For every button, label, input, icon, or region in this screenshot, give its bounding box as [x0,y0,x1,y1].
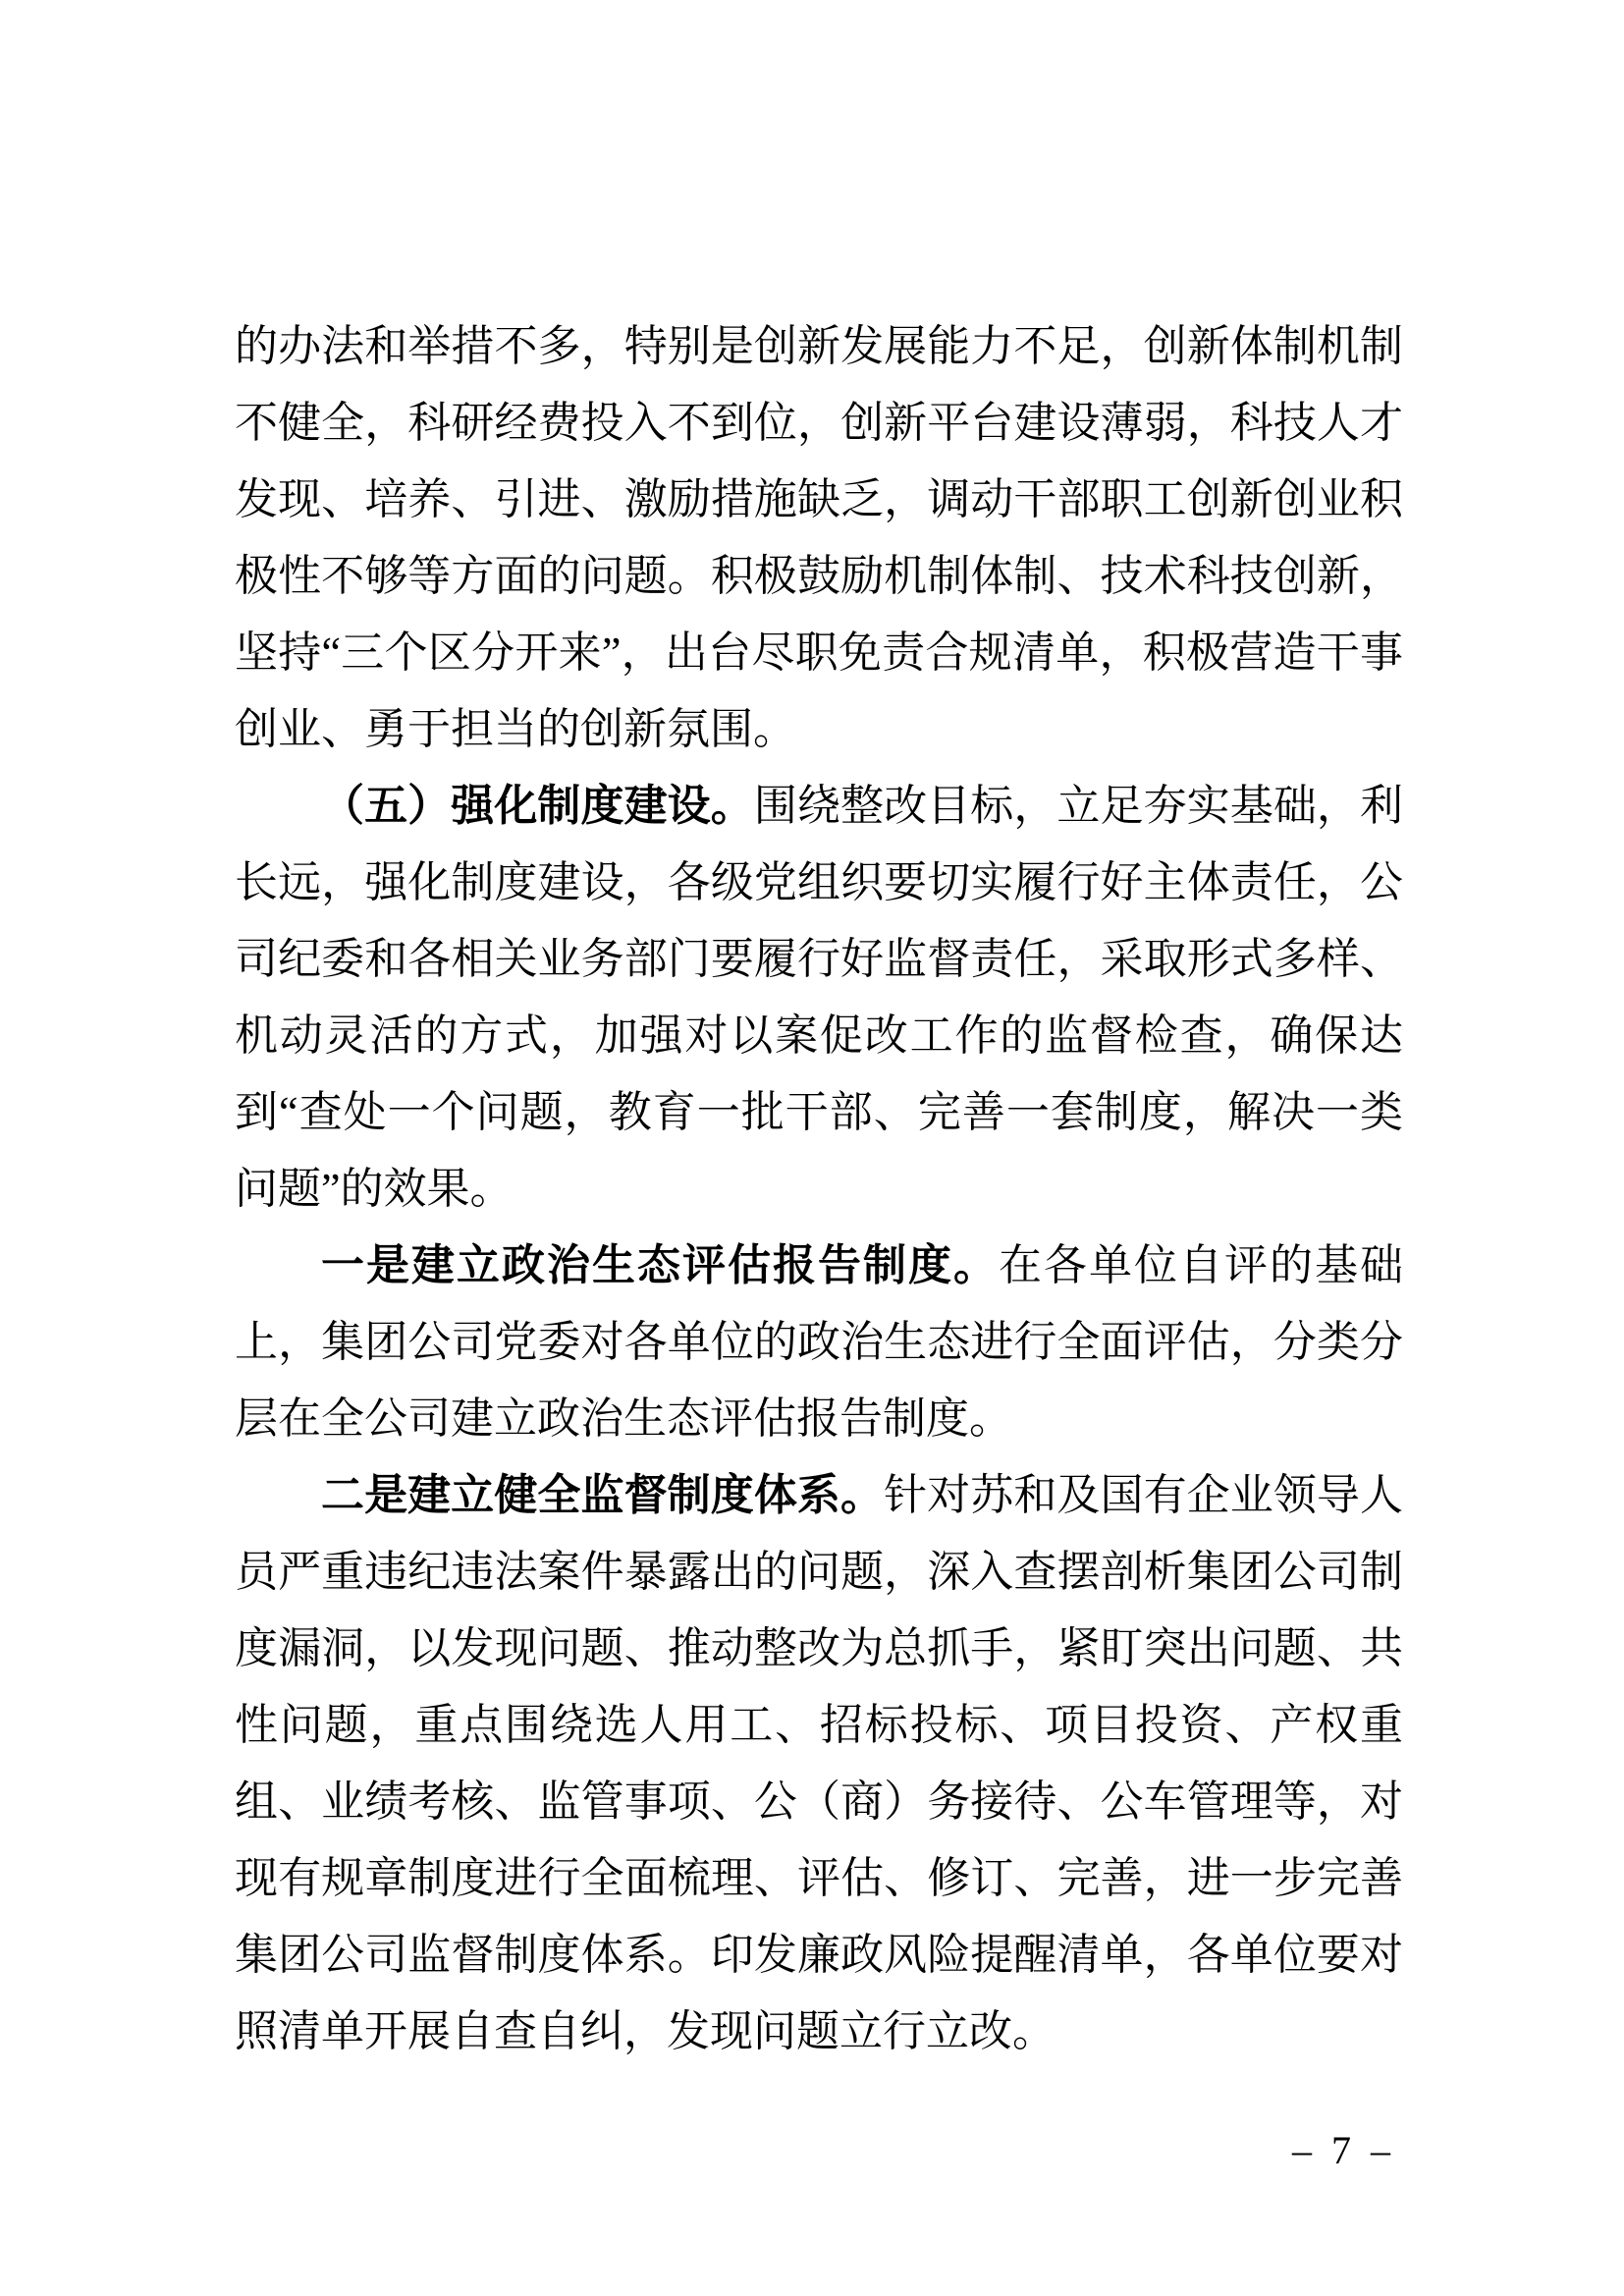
paragraph-lead: 二是建立健全监督制度体系。 [321,1471,885,1519]
page-number: – 7 – [1292,2128,1395,2172]
paragraph-text: 围绕整改目标，立足夯实基础，利长远，强化制度建设，各级党组织要切实履行好主体责任，公司纪委和各相关业务部门要履行好监督责任，采取形式多样、机动灵活的方式，加强对以案促改工作的监督检查，确保达到“查处一个问题，教育一批干部、完善一套制度，解决一类问题”的效果。 [235,782,1404,1213]
paragraph-item-1 [235,1228,1403,1457]
paragraph-section-5 [235,768,1403,1228]
document-body [235,308,1403,2070]
paragraph-continuation [235,308,1403,768]
paragraph-item-2 [235,1457,1403,2070]
paragraph-lead: 一是建立政治生态评估报告制度。 [321,1241,999,1289]
paragraph-lead: （五）强化制度建设。 [321,782,754,830]
paragraph-text: 在各单位自评的基础上，集团公司党委对各单位的政治生态进行全面评估，分类分层在全公司建立政治生态评估报告制度。 [235,1241,1403,1443]
paragraph-text: 的办法和举措不多，特别是创新发展能力不足，创新体制机制不健全，科研经费投入不到位，创新平台建设薄弱，科技人才发现、培养、引进、激励措施缺乏，调动干部职工创新创业积极性不够等方面的问题。积极鼓励机制体制、技术科技创新，坚持“三个区分开来”，出台尽职免责合规清单，积极营造干事创业、勇于担当的创新氛围。 [235,322,1403,753]
paragraph-text: 针对苏和及国有企业领导人员严重违纪违法案件暴露出的问题，深入查摆剖析集团公司制度漏洞，以发现问题、推动整改为总抓手，紧盯突出问题、共性问题，重点围绕选人用工、招标投标、项目投资、产权重组、业绩考核、监管事项、公（商）务接待、公车管理等，对现有规章制度进行全面梳理、评估、修订、完善，进一步完善集团公司监督制度体系。印发廉政风险提醒清单，各单位要对照清单开展自查自纠，发现问题立行立改。 [235,1471,1404,2055]
